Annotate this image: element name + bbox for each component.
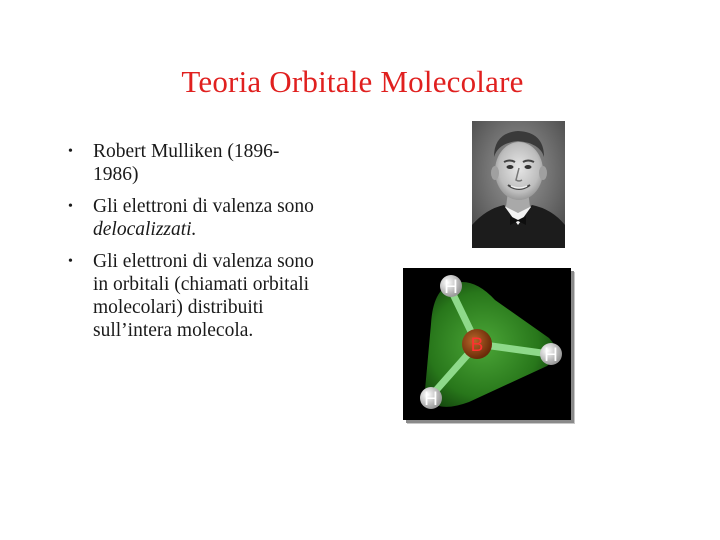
bullet-dot: • (68, 144, 73, 159)
bullet-text-line: Gli elettroni di valenza sono (93, 251, 314, 272)
hydrogen-label: H (444, 277, 458, 298)
bullet-text-line: Gli elettroni di valenza sono (93, 196, 314, 217)
hydrogen-label: H (544, 345, 558, 366)
portrait-image (472, 121, 565, 248)
bullet-text-line: in orbitali (chiamati orbitali (93, 274, 310, 295)
bullet-item-delocalized (68, 195, 358, 241)
bh3-orbital-graphic (403, 268, 571, 420)
bullet-list (68, 140, 358, 351)
slide-title: Teoria Orbitale Molecolare (181, 64, 524, 99)
bullet-text-emphasis: delocalizzati. (93, 219, 197, 240)
bullet-dot: • (68, 199, 73, 214)
bullet-text-line: sull’intera molecola. (93, 320, 254, 341)
bullet-item-orbitals (68, 250, 358, 342)
bullet-text-line: 1986) (93, 164, 139, 185)
portrait-photo (472, 121, 565, 248)
hydrogen-label: H (424, 389, 438, 410)
molecule-diagram (403, 268, 571, 420)
bullet-dot: • (68, 254, 73, 269)
bullet-text-line: molecolari) distribuiti (93, 297, 264, 318)
boron-label: B (470, 335, 484, 356)
bullet-item-mulliken (68, 140, 358, 186)
bullet-text-line: Robert Mulliken (1896- (93, 141, 280, 162)
